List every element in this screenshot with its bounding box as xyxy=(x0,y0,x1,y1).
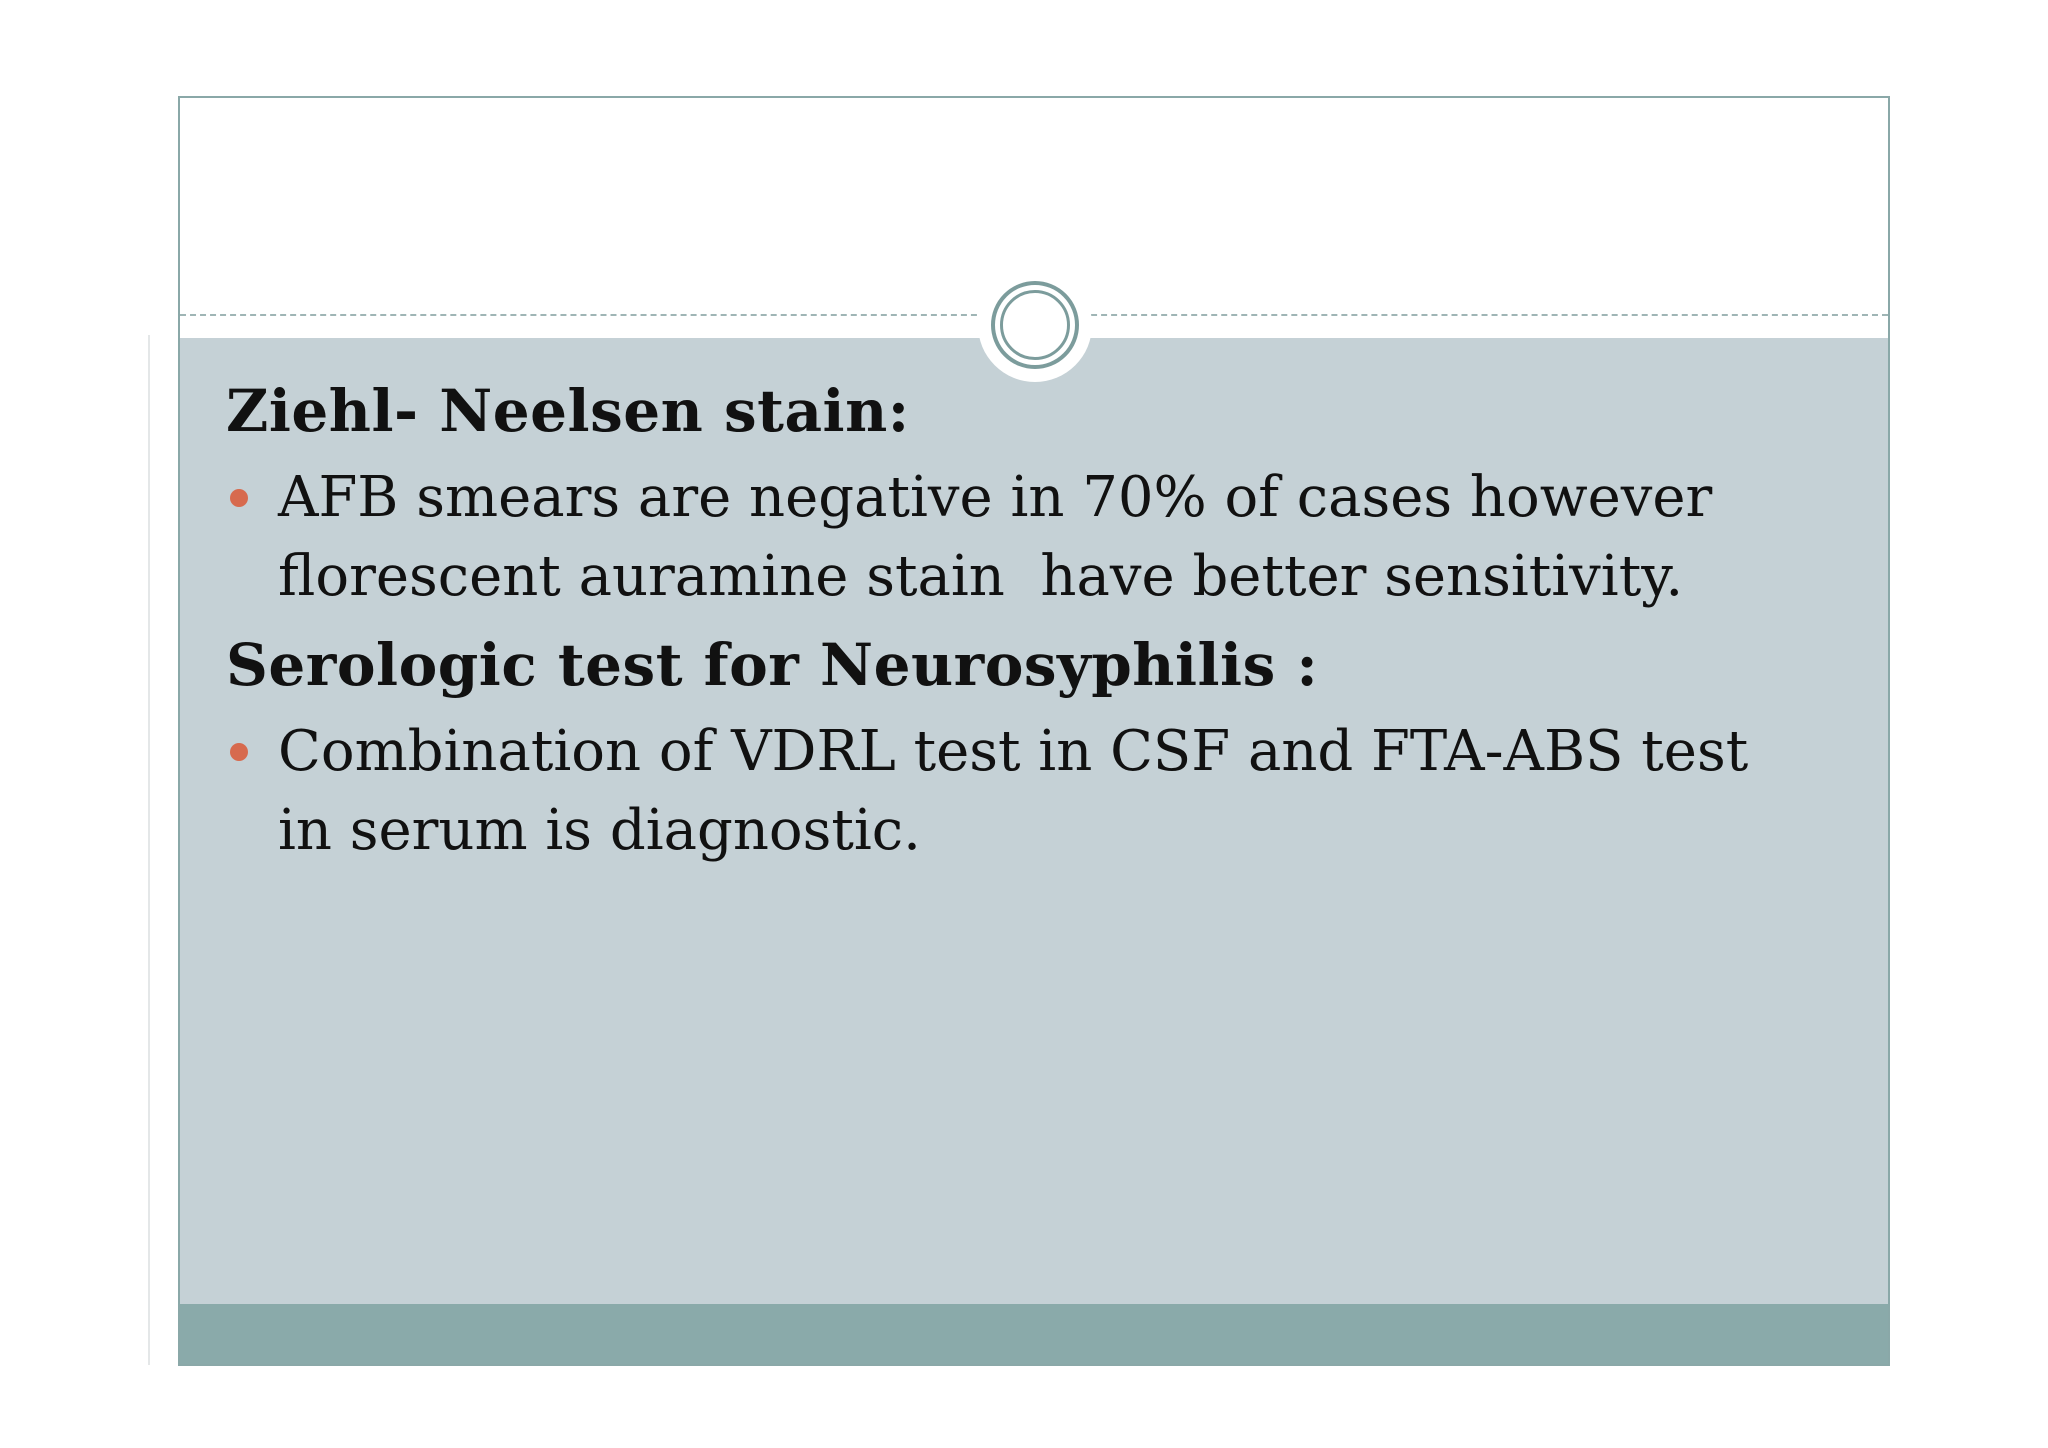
bullet-dot-icon xyxy=(230,489,248,507)
bullet-item-vdrl-fta-abs xyxy=(226,712,1846,870)
page-margin-rule xyxy=(148,335,150,1365)
circle-ornament-icon xyxy=(978,268,1092,382)
section-heading-serologic-test: Serologic test for Neurosyphilis : xyxy=(226,631,1319,699)
bullet-text-line: AFB smears are negative in 70% of cases however xyxy=(278,465,1713,530)
section-heading-ziehl-neelsen: Ziehl- Neelsen stain: xyxy=(226,377,910,445)
bullet-text-line: florescent auramine stain have better sensitivity. xyxy=(278,544,1684,609)
bullet-item-afb-smears xyxy=(226,458,1846,616)
footer-bar xyxy=(180,1304,1888,1364)
bullet-text-line: in serum is diagnostic. xyxy=(278,798,921,863)
bullet-text-line: Combination of VDRL test in CSF and FTA-ABS test xyxy=(278,719,1749,784)
slide xyxy=(178,96,1890,1366)
slide-body xyxy=(226,370,1846,878)
bullet-dot-icon xyxy=(230,743,248,761)
